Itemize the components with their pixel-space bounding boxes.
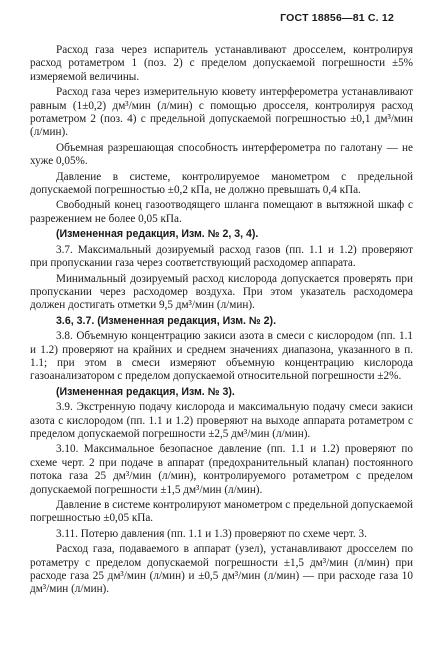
amendment-note: 3.6, 3.7. (Измененная редакция, Изм. № 2). xyxy=(56,314,277,327)
body-paragraph: Расход газа через испаритель устанавливают дросселем, контролируя расход ротаметром 1 (поз. 2) с пределом допускаемой погрешности ±5% измеряемой величины. xyxy=(30,44,413,83)
body-paragraph: 3.11. Потерю давления (пп. 1.1 и 1.3) проверяют по схеме черт. 3. xyxy=(56,527,367,540)
body-paragraph: Минимальный дозируемый расход кислорода допускается проверять при пропускании через расходомер воздуха. При этом указатель расходомера должен достигать отметки 9,5 дм³/мин (л/мин). xyxy=(30,272,413,312)
body-paragraph: Давление в системе контролируют манометром с предельной допускаемой погрешностью ±0,05 кПа. xyxy=(30,499,413,525)
body-paragraph: 3.8. Объемную концентрацию закиси азота в смеси с кислородом (пп. 1.1 и 1.2) проверяют на крайних и среднем значениях диапазона, указанного в п. 1.1; при этом в смеси измеряют объемную концентрацию кислорода газоанализатором с пределом допускаемой относительной погрешности ±2%. xyxy=(30,330,413,383)
body-paragraph: Объемная разрешающая способность интерферометра по галотану — не хуже 0,05%. xyxy=(30,141,413,168)
document-body xyxy=(30,44,413,597)
body-paragraph: Расход газа, подаваемого в аппарат (узел), устанавливают дросселем по ротаметру с пределом допускаемой погрешности ±1,5 дм³/мин (л/мин) при расходе газа 25 дм³/мин (л/мин) и ±0,5 дм³/мин (л/мин) — при расходе газа 10 дм³/мин (л/мин). xyxy=(30,543,413,596)
body-paragraph: 3.10. Максимальное безопасное давление (пп. 1.1 и 1.2) проверяют по схеме черт. 2 при подаче в аппарат (предохранительный клапан) постоянного потока газа 25 дм³/мин (л/мин), контролируемого ротаметром с пределом допускаемой погрешности ±1,5 дм³/мин (л/мин). xyxy=(30,443,413,496)
amendment-note: (Измененная редакция, Изм. № 2, 3, 4). xyxy=(56,228,259,241)
body-paragraph: Расход газа через измерительную кювету интерферометра устанавливают равным (1±0,2) дм³/мин (л/мин) с помощью дросселя, контролируя расход ротаметром 2 (поз. 4) с предельной допускаемой погрешностью ±0,1 дм³/мин (л/мин). xyxy=(30,86,413,139)
body-paragraph: 3.7. Максимальный дозируемый расход газов (пп. 1.1 и 1.2) проверяют при пропускании газа через соответствующий расходомер аппарата. xyxy=(30,243,413,270)
amendment-note: (Измененная редакция, Изм. № 3). xyxy=(56,385,235,398)
body-paragraph: Свободный конец газоотводящего шланга помещают в вытяжной шкаф с разрежением не более 0,05 кПа. xyxy=(30,199,413,225)
body-paragraph: Давление в системе, контролируемое манометром с предельной допускаемой погрешностью ±0,2 кПа, не должно превышать 0,4 кПа. xyxy=(30,170,413,197)
page-header: ГОСТ 18856—81 С. 12 xyxy=(280,12,394,24)
body-paragraph: 3.9. Экстренную подачу кислорода и максимальную подачу смеси закиси азота с кислородом (пп. 1.1 и 1.2) проверяют на выходе аппарата ротаметром с пределом допускаемой погрешности ±2,5 дм³/мин (л/мин). xyxy=(30,401,413,440)
